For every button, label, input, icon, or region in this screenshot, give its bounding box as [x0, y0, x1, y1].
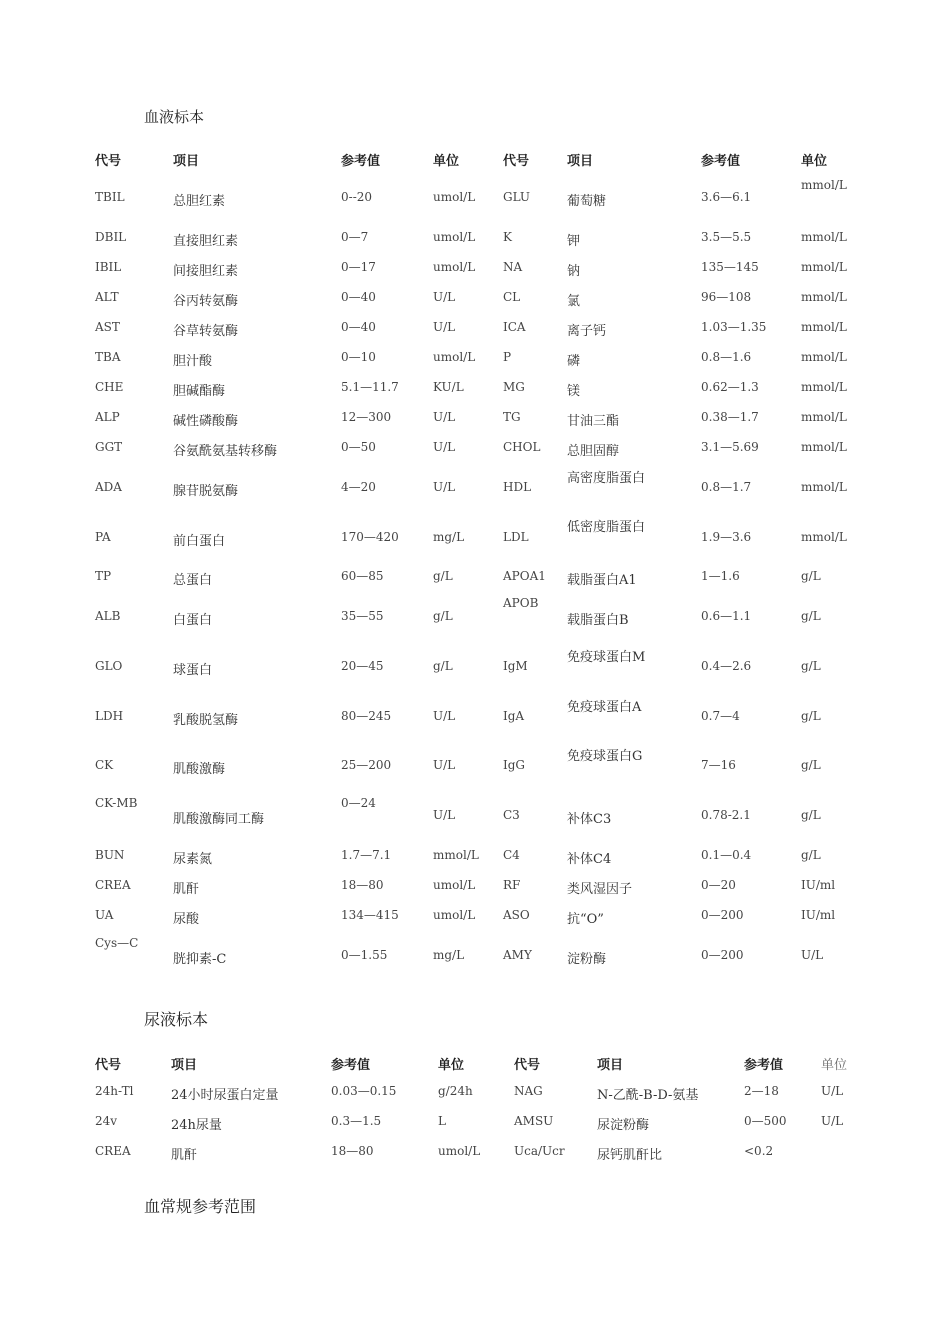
blood-cell-ref: 80—245 — [341, 709, 392, 723]
blood-cell-item: 总蛋白 — [173, 573, 213, 588]
blood-cell-item2: 淀粉酶 — [567, 952, 607, 967]
urine-cell-unit: L — [438, 1114, 446, 1128]
blood-cell-code: ALP — [95, 410, 120, 424]
blood-cell-item2: 甘油三酯 — [567, 414, 620, 429]
blood-cell-code2: MG — [503, 380, 525, 394]
blood-cell-ref2: 0—20 — [701, 878, 736, 892]
blood-cell-code: IBIL — [95, 260, 122, 274]
blood-cell-ref: 1.7—7.1 — [341, 848, 392, 862]
blood-cell-unit: g/L — [433, 659, 453, 673]
blood-cell-item2: 低密度脂蛋白 — [567, 520, 646, 535]
blood-cell-unit: mmol/L — [433, 848, 479, 862]
blood-cell-code: CREA — [95, 878, 131, 892]
blood-cell-code2: IgM — [503, 659, 528, 673]
blood-header-ref: 参考值 — [341, 154, 381, 169]
blood-cell-code2: CL — [503, 290, 521, 304]
blood-cell-code: DBIL — [95, 230, 127, 244]
blood-cell-item2: 离子钙 — [567, 324, 607, 339]
blood-cell-unit2: mmol/L — [801, 320, 847, 334]
blood-cell-item2: 镁 — [567, 384, 581, 399]
blood-cell-item: 胱抑素-C — [173, 952, 227, 967]
blood-cell-ref2: 7—16 — [701, 758, 736, 772]
blood-cell-ref: 25—200 — [341, 758, 392, 772]
blood-cell-unit2: g/L — [801, 609, 821, 623]
blood-cell-code: PA — [95, 530, 111, 544]
blood-cell-item2: 载脂蛋白A1 — [567, 573, 637, 588]
urine-header-unit: 单位 — [438, 1058, 465, 1073]
blood-cell-item: 尿素氮 — [173, 852, 213, 867]
blood-cell-unit2: g/L — [801, 709, 821, 723]
blood-cell-item2: 氯 — [567, 294, 581, 309]
blood-cell-unit2: mmol/L — [801, 410, 847, 424]
blood-cell-code: LDH — [95, 709, 124, 723]
blood-cell-item: 乳酸脱氢酶 — [173, 713, 239, 728]
blood-cell-unit: U/L — [433, 709, 456, 723]
blood-cell-item: 肌酐 — [173, 882, 200, 897]
blood-cell-ref: 12—300 — [341, 410, 392, 424]
urine-cell-unit2: U/L — [821, 1084, 844, 1098]
blood-cell-unit: umol/L — [433, 260, 476, 274]
urine-header-unit2: 单位 — [821, 1058, 848, 1073]
blood-header-code2: 代号 — [503, 154, 530, 169]
blood-cell-unit2: mmol/L — [801, 530, 847, 544]
blood-cell-ref2: 0.62—1.3 — [701, 380, 759, 394]
blood-cell-item2: 葡萄糖 — [567, 194, 607, 209]
blood-cell-unit2: mmol/L — [801, 350, 847, 364]
urine-cell-item: 肌酐 — [171, 1148, 198, 1163]
urine-cell-ref: 18—80 — [331, 1144, 374, 1158]
blood-cell-code: ADA — [95, 480, 122, 494]
blood-cell-ref: 0—17 — [341, 260, 376, 274]
blood-cell-code2: C3 — [503, 808, 520, 822]
blood-cell-code2: P — [503, 350, 512, 364]
blood-cell-item2: 钾 — [567, 234, 581, 249]
blood-cell-unit: U/L — [433, 320, 456, 334]
urine-header-ref: 参考值 — [331, 1058, 371, 1073]
blood-cell-unit2: IU/ml — [801, 878, 836, 892]
blood-cell-ref2: 0.7—4 — [701, 709, 740, 723]
blood-cell-ref2: 0.1—0.4 — [701, 848, 752, 862]
urine-cell-code: 24v — [95, 1114, 118, 1128]
blood-cell-unit2: mmol/L — [801, 380, 847, 394]
blood-cell-unit: KU/L — [433, 380, 464, 394]
blood-cell-ref: 0--20 — [341, 190, 373, 204]
urine-cell-ref2: <0.2 — [744, 1144, 774, 1158]
blood-cell-code2: GLU — [503, 190, 531, 204]
blood-section-title: 血液标本 — [144, 108, 205, 126]
blood-cell-code: CK-MB — [95, 796, 138, 810]
urine-cell-unit: umol/L — [438, 1144, 481, 1158]
blood-cell-item2: 载脂蛋白B — [567, 613, 629, 628]
blood-cell-code: TBA — [95, 350, 121, 364]
urine-cell-code2: AMSU — [514, 1114, 554, 1128]
blood-cell-ref2: 135—145 — [701, 260, 759, 274]
blood-cell-item2: 抗“O” — [567, 912, 604, 927]
blood-cell-code2: APOA1 — [503, 569, 546, 583]
blood-cell-code2: IgG — [503, 758, 526, 772]
blood-cell-code: AST — [95, 320, 120, 334]
blood-cell-item: 谷丙转氨酶 — [173, 294, 239, 309]
blood-cell-item: 胆汁酸 — [173, 354, 213, 369]
urine-section-title: 尿液标本 — [144, 1010, 209, 1029]
blood-cell-unit2: IU/ml — [801, 908, 836, 922]
blood-cell-code: TBIL — [95, 190, 125, 204]
urine-cell-code: 24h-Tl — [95, 1084, 134, 1098]
blood-cell-ref: 0—10 — [341, 350, 376, 364]
blood-cell-ref: 134—415 — [341, 908, 399, 922]
urine-cell-code2: Uca/Ucr — [514, 1144, 565, 1158]
blood-cell-item: 前白蛋白 — [173, 534, 226, 549]
urine-cell-ref2: 0—500 — [744, 1114, 787, 1128]
blood-cell-ref2: 1.03—1.35 — [701, 320, 767, 334]
blood-cell-ref2: 3.1—5.69 — [701, 440, 759, 454]
blood-header-unit2: 单位 — [801, 154, 828, 169]
blood-cell-ref: 0—7 — [341, 230, 369, 244]
blood-cell-unit2: mmol/L — [801, 480, 847, 494]
urine-cell-ref2: 2—18 — [744, 1084, 779, 1098]
blood-cell-unit: U/L — [433, 410, 456, 424]
urine-cell-item2: 尿钙肌酐比 — [597, 1148, 663, 1163]
blood-cell-code2: RF — [503, 878, 521, 892]
blood-cell-code2: C4 — [503, 848, 520, 862]
blood-cell-ref: 0—24 — [341, 796, 376, 810]
urine-cell-item: 24小时尿蛋白定量 — [171, 1088, 279, 1103]
blood-cell-item: 尿酸 — [173, 912, 200, 927]
urine-cell-ref: 0.03—0.15 — [331, 1084, 397, 1098]
blood-cell-ref2: 3.5—5.5 — [701, 230, 752, 244]
blood-cell-item2: 免疫球蛋白A — [567, 700, 642, 715]
urine-cell-item2: N-乙酰-B-D-氨基 — [597, 1088, 699, 1103]
urine-header-ref2: 参考值 — [744, 1058, 784, 1073]
blood-cell-ref: 0—40 — [341, 290, 376, 304]
blood-cell-item: 直接胆红素 — [173, 234, 239, 249]
blood-cell-item2: 免疫球蛋白G — [567, 749, 643, 764]
blood-cell-unit: U/L — [433, 440, 456, 454]
blood-cell-item2: 磷 — [567, 354, 581, 369]
blood-cell-code2: LDL — [503, 530, 529, 544]
routine-section-title: 血常规参考范围 — [144, 1197, 257, 1216]
blood-cell-ref: 18—80 — [341, 878, 384, 892]
blood-cell-item: 肌酸激酶 — [173, 762, 226, 777]
blood-cell-code2: NA — [503, 260, 523, 274]
urine-header-item2: 项目 — [597, 1058, 624, 1073]
blood-cell-code: UA — [95, 908, 114, 922]
blood-cell-code2: TG — [503, 410, 521, 424]
blood-cell-ref2: 96—108 — [701, 290, 752, 304]
blood-cell-item2: 免疫球蛋白M — [567, 650, 646, 665]
blood-cell-unit2: U/L — [801, 948, 824, 962]
blood-cell-code: ALB — [95, 609, 121, 623]
blood-cell-code2: AMY — [503, 948, 532, 962]
blood-header-ref2: 参考值 — [701, 154, 741, 169]
blood-cell-unit2: g/L — [801, 758, 821, 772]
blood-cell-item2: 总胆固醇 — [567, 444, 620, 459]
blood-cell-item: 谷氨酰氨基转移酶 — [173, 444, 278, 459]
blood-cell-code: CK — [95, 758, 114, 772]
blood-cell-unit2: mmol/L — [801, 178, 847, 192]
blood-cell-code: CHE — [95, 380, 124, 394]
blood-header-code: 代号 — [95, 154, 122, 169]
blood-cell-ref: 170—420 — [341, 530, 399, 544]
blood-cell-code2: APOB — [503, 596, 539, 610]
urine-header-code2: 代号 — [514, 1058, 541, 1073]
urine-cell-item: 24h尿量 — [171, 1118, 222, 1133]
blood-cell-ref: 0—40 — [341, 320, 376, 334]
urine-cell-unit2: U/L — [821, 1114, 844, 1128]
blood-cell-unit2: mmol/L — [801, 440, 847, 454]
blood-cell-unit2: g/L — [801, 569, 821, 583]
blood-cell-unit2: g/L — [801, 848, 821, 862]
blood-cell-unit: mg/L — [433, 530, 465, 544]
blood-cell-unit: U/L — [433, 758, 456, 772]
blood-cell-ref2: 0.8—1.6 — [701, 350, 752, 364]
blood-cell-ref2: 1—1.6 — [701, 569, 740, 583]
blood-cell-unit2: mmol/L — [801, 290, 847, 304]
blood-header-item: 项目 — [173, 154, 200, 169]
blood-cell-code2: K — [503, 230, 512, 244]
blood-cell-ref: 20—45 — [341, 659, 384, 673]
blood-cell-code: GGT — [95, 440, 123, 454]
urine-cell-item2: 尿淀粉酶 — [597, 1118, 650, 1133]
urine-cell-code2: NAG — [514, 1084, 543, 1098]
blood-cell-item2: 高密度脂蛋白 — [567, 471, 646, 486]
blood-cell-unit: g/L — [433, 569, 453, 583]
blood-cell-ref: 60—85 — [341, 569, 384, 583]
blood-header-unit: 单位 — [433, 154, 460, 169]
blood-cell-unit2: g/L — [801, 659, 821, 673]
blood-cell-unit2: mmol/L — [801, 260, 847, 274]
urine-cell-code: CREA — [95, 1144, 131, 1158]
blood-cell-code2: ASO — [503, 908, 530, 922]
blood-cell-code: GLO — [95, 659, 123, 673]
blood-cell-unit: mg/L — [433, 948, 465, 962]
blood-cell-ref: 0—1.55 — [341, 948, 388, 962]
blood-cell-item: 间接胆红素 — [173, 264, 239, 279]
blood-cell-code2: HDL — [503, 480, 532, 494]
blood-cell-item2: 钠 — [567, 264, 581, 279]
blood-cell-code: TP — [95, 569, 112, 583]
blood-cell-item: 白蛋白 — [173, 613, 213, 628]
blood-cell-unit: g/L — [433, 609, 453, 623]
blood-cell-ref: 4—20 — [341, 480, 376, 494]
blood-cell-item: 腺苷脱氨酶 — [173, 484, 239, 499]
blood-cell-unit: U/L — [433, 290, 456, 304]
blood-cell-ref2: 0.6—1.1 — [701, 609, 752, 623]
blood-cell-ref2: 0—200 — [701, 908, 744, 922]
blood-cell-item2: 补体C4 — [567, 852, 612, 867]
blood-cell-ref2: 0.38—1.7 — [701, 410, 759, 424]
blood-cell-ref: 5.1—11.7 — [341, 380, 399, 394]
blood-cell-ref2: 0.8—1.7 — [701, 480, 752, 494]
blood-cell-code2: CHOL — [503, 440, 541, 454]
blood-cell-ref2: 3.6—6.1 — [701, 190, 752, 204]
blood-cell-item: 碱性磷酸酶 — [173, 414, 239, 429]
blood-cell-code2: IgA — [503, 709, 525, 723]
blood-cell-code: Cys—C — [95, 936, 139, 950]
blood-cell-unit: U/L — [433, 808, 456, 822]
blood-cell-unit: U/L — [433, 480, 456, 494]
blood-cell-code2: ICA — [503, 320, 526, 334]
urine-header-item: 项目 — [171, 1058, 198, 1073]
blood-cell-code: BUN — [95, 848, 125, 862]
blood-cell-item: 胆碱酯酶 — [173, 384, 226, 399]
blood-cell-ref2: 1.9—3.6 — [701, 530, 752, 544]
urine-cell-ref: 0.3—1.5 — [331, 1114, 382, 1128]
blood-cell-item: 球蛋白 — [173, 663, 213, 678]
urine-header-code: 代号 — [95, 1058, 122, 1073]
blood-cell-unit2: mmol/L — [801, 230, 847, 244]
blood-cell-unit: umol/L — [433, 190, 476, 204]
blood-cell-unit: umol/L — [433, 350, 476, 364]
blood-cell-item2: 补体C3 — [567, 812, 612, 827]
blood-cell-ref2: 0.4—2.6 — [701, 659, 752, 673]
urine-cell-unit: g/24h — [438, 1084, 473, 1098]
blood-cell-unit: umol/L — [433, 908, 476, 922]
blood-cell-item2: 类风湿因子 — [567, 882, 633, 897]
blood-cell-code: ALT — [95, 290, 119, 304]
blood-cell-unit2: g/L — [801, 808, 821, 822]
blood-header-item2: 项目 — [567, 154, 594, 169]
blood-cell-item: 肌酸激酶同工酶 — [173, 812, 265, 827]
blood-cell-item: 谷草转氨酶 — [173, 324, 239, 339]
blood-cell-item: 总胆红素 — [173, 194, 226, 209]
blood-cell-ref2: 0.78-2.1 — [701, 808, 751, 822]
blood-cell-unit: umol/L — [433, 878, 476, 892]
blood-cell-ref: 35—55 — [341, 609, 384, 623]
blood-cell-unit: umol/L — [433, 230, 476, 244]
blood-cell-ref2: 0—200 — [701, 948, 744, 962]
blood-cell-ref: 0—50 — [341, 440, 376, 454]
